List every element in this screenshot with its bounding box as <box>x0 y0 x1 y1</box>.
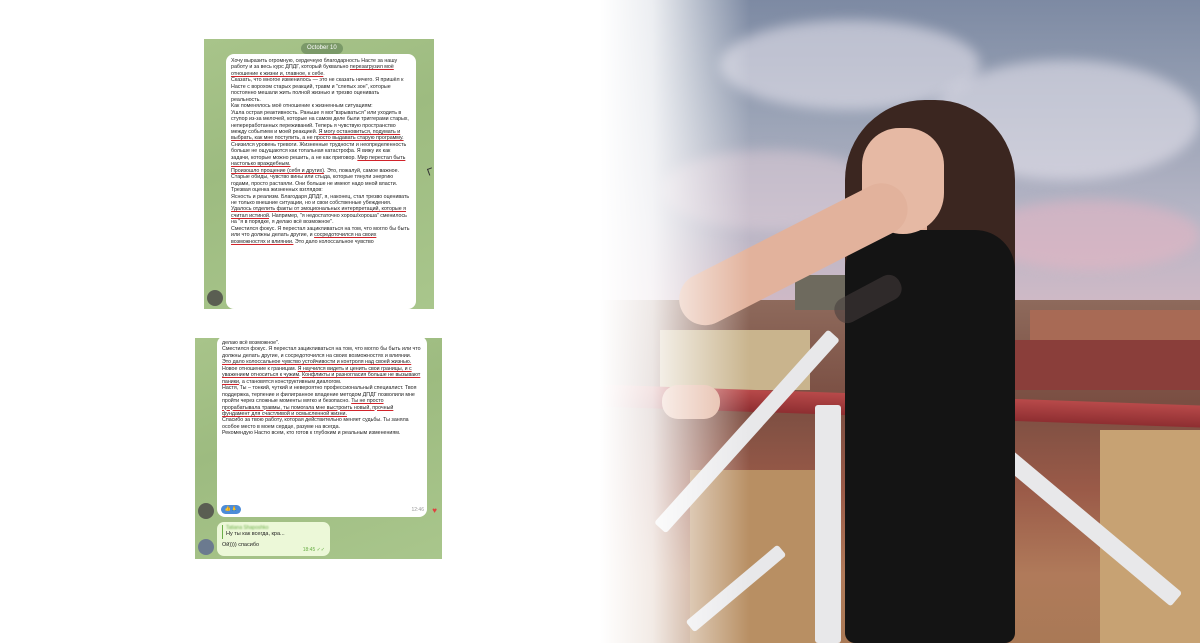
avatar[interactable] <box>198 539 214 555</box>
message-text: . <box>299 372 303 379</box>
message-paragraph <box>231 168 410 187</box>
message-paragraph <box>231 58 410 77</box>
underlined-text: Произошло прощение (себя и других) <box>231 167 325 174</box>
underlined-text: Конфликты и разногласия больше не вызывают паники <box>222 372 421 385</box>
message-text: Новое отношение к границам. <box>222 365 298 372</box>
avatar[interactable] <box>207 290 223 306</box>
underlined-text: Я научился видеть и ценить свои границы, и с уважением относиться к чужим <box>222 365 412 379</box>
underlined-text: Удалось отделить факты от эмоциональных интерпретаций, которые я считал истиной <box>231 206 407 219</box>
message-text: Трезвая оценка жизненных взглядов: <box>231 187 323 194</box>
quoted-author: Tatiana Shaposhko <box>226 525 269 531</box>
message-text: . Это, пожалуй, самое важное. Старые обиды, чувство вины или стыда, которые тянули энергию годами, просто растаяли. Они больше не имеют надо мной власти. <box>231 167 400 187</box>
message-bubble <box>217 338 427 517</box>
message-bubble <box>226 54 416 309</box>
underlined-text: сосредоточился на своих возможностях и влиянии. <box>231 232 377 245</box>
message-text: Хочу выразить огромную, сердечную благодарность Насте за нашу работу и за весь курс ДПДГ, который буквально <box>231 58 398 71</box>
message-paragraph <box>231 77 410 103</box>
message-paragraph <box>222 417 421 430</box>
message-text: Спасибо за твою работу, которая действительно меняет судьбы. Ты заняла особое место в моем сердце, разуме на всегда. <box>222 417 409 430</box>
message-text: Сказать, что многое изменилось — это не сказать ничего. Я пришёл к Насте с ворохом старых реакций, травм и "слепых зон", которые постоянно мешали жить полной жизнью и трезво оценивать реальность. <box>231 77 404 103</box>
message-paragraph <box>231 194 410 226</box>
message-text: , а становятся конструктивным диалогом. <box>238 378 342 385</box>
message-text: Как поменялось моё отношение к жизненным ситуациям: <box>231 103 373 110</box>
date-separator: October 10 <box>301 43 343 54</box>
message-text: Рекомендую Настю всем, кто готов к глубоким и реальным изменениям. <box>222 430 401 437</box>
reactions-badge[interactable]: 👍🙏 <box>221 505 241 514</box>
message-text: . <box>323 70 325 77</box>
underlined-text: Ты не просто прорабатывала травмы, ты помогала мне выстроить новый, прочный фундамент для счастливой и осмысленной жизни. <box>222 398 394 417</box>
reply-message-bubble <box>217 522 330 556</box>
message-paragraph <box>231 226 410 245</box>
message-text: Ясность и реализм. Благодаря ДПДГ, я, наконец, стал трезво оценивать не только внешние ситуации, но и свои собственные убеждения. <box>231 193 410 206</box>
message-text: . Например, "я недостаточно хорош/хороша" сменилось на "я в порядке, я делаю всё возможное". <box>231 212 407 226</box>
underlined-text: перезагрузил моё отношение к жизни и, главное, к себе <box>231 64 394 77</box>
reply-time: 18:45 ✓✓ <box>302 547 325 553</box>
message-paragraph <box>231 110 410 142</box>
portrait-photo <box>600 0 1200 643</box>
message-text: Ушла острая реактивность. Раньше я мог"взрываться" или уходить в ступор из-за мелочей, которые на самом деле были триггерами старых, непереработанных переживаний. Теперь я чувствую пространство между событием и моей реакцией. <box>231 109 409 135</box>
reply-text: Ой)))) спасибо <box>222 542 260 548</box>
message-text: Снизился уровень тревоги. Жизненные трудности и неопределенность больше не ощущаются как тотальная катастрофа. Я вижу их как задачи, которые можно решить, а не как приговор. <box>231 141 407 161</box>
heart-icon[interactable]: ♥ <box>432 506 437 515</box>
underlined-text: Это дало колоссальное чувство устойчивости и контроля над своей жизнью. <box>222 359 412 366</box>
message-text: Настя, Ты – тонкий, чуткий и невероятно профессиональный специалист. Твоя поддержка, терпение и филигранное владение методом ДПДГ позволили мне пройти через сложные моменты мягко и безопасно. <box>222 385 417 405</box>
message-paragraph <box>222 346 421 365</box>
mouse-cursor-icon <box>427 167 434 175</box>
message-text: делаю всё возможное". <box>222 340 280 346</box>
message-text: Сместился фокус. Я перестал зацикливаться на том, что могло бы быть или что должны делать другие, и <box>231 225 410 239</box>
message-paragraph <box>231 142 410 168</box>
quoted-text: Ну ты как всегда, кра... <box>226 531 285 537</box>
quoted-message[interactable] <box>222 525 325 539</box>
underlined-text: Мир перестал быть настолько враждебным. <box>231 154 406 168</box>
message-paragraph <box>222 430 421 436</box>
avatar[interactable] <box>198 503 214 519</box>
message-text: Сместился фокус. Я перестал зацикливаться на том, что могло бы быть или что должны делать другие, и сосредоточился на своих возможностях и влиянии. <box>222 346 421 359</box>
chat-screenshot-1 <box>204 39 434 309</box>
underlined-text: Я могу остановиться, подумать и выбрать, как мне поступить, а не просто выдавать старую программу. <box>231 128 404 142</box>
message-paragraph <box>222 366 421 385</box>
message-time: 12:46 <box>411 507 424 513</box>
message-paragraph <box>222 385 421 417</box>
message-text: Это дало колоссальное чувство <box>293 238 374 245</box>
chat-screenshot-2 <box>195 338 442 559</box>
